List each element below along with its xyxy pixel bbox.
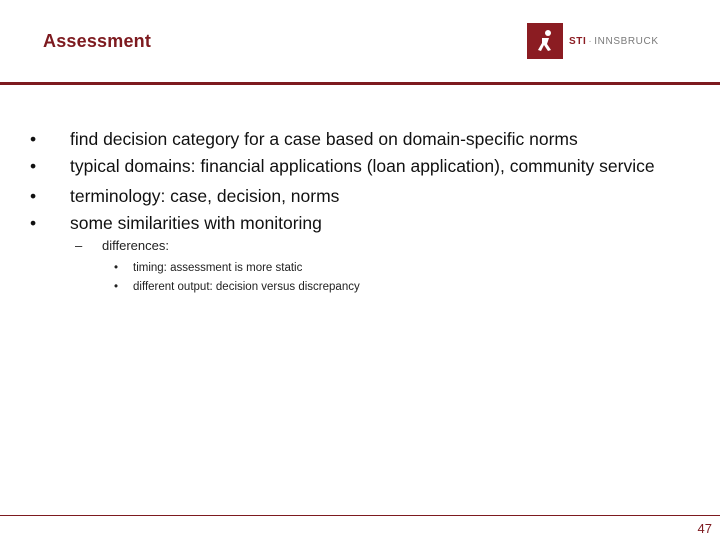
sub-bullet-item xyxy=(30,237,690,255)
bullet-text: find decision category for a case based on domain-specific norms xyxy=(70,129,578,149)
logo-separator: · xyxy=(588,35,593,47)
sub-sub-bullet-item xyxy=(30,259,690,278)
page-number: 47 xyxy=(697,521,712,536)
header-divider xyxy=(0,82,720,85)
logo-brand: STI xyxy=(569,35,587,47)
sub-sub-bullet-item xyxy=(30,278,690,297)
bullet-text: typical domains: financial applications (loan application), community service xyxy=(70,156,655,176)
sub-sub-bullet-text: timing: assessment is more static xyxy=(133,262,303,274)
bullet-list xyxy=(30,128,690,297)
bullet-item xyxy=(30,128,690,150)
sub-bullet-marker: – xyxy=(75,238,83,253)
bullet-item xyxy=(30,155,690,177)
running-figure-icon xyxy=(527,23,563,59)
bullet-item xyxy=(30,212,690,234)
bullet-item xyxy=(30,185,690,207)
sub-sub-bullet-marker: • xyxy=(114,281,119,293)
logo-wordmark xyxy=(569,36,659,47)
footer-divider xyxy=(0,515,720,516)
bullet-marker: • xyxy=(30,213,37,233)
sti-innsbruck-logo xyxy=(527,23,659,59)
bullet-text: terminology: case, decision, norms xyxy=(70,186,340,206)
sub-bullet-text: differences: xyxy=(102,238,169,253)
sub-sub-bullet-text: different output: decision versus discrepancy xyxy=(133,281,360,293)
logo-location: INNSBRUCK xyxy=(594,35,659,47)
bullet-marker: • xyxy=(30,186,37,206)
sub-sub-bullet-marker: • xyxy=(114,262,119,274)
bullet-text: some similarities with monitoring xyxy=(70,213,322,233)
bullet-marker: • xyxy=(30,156,37,176)
bullet-marker: • xyxy=(30,129,37,149)
slide-title: Assessment xyxy=(43,31,152,51)
